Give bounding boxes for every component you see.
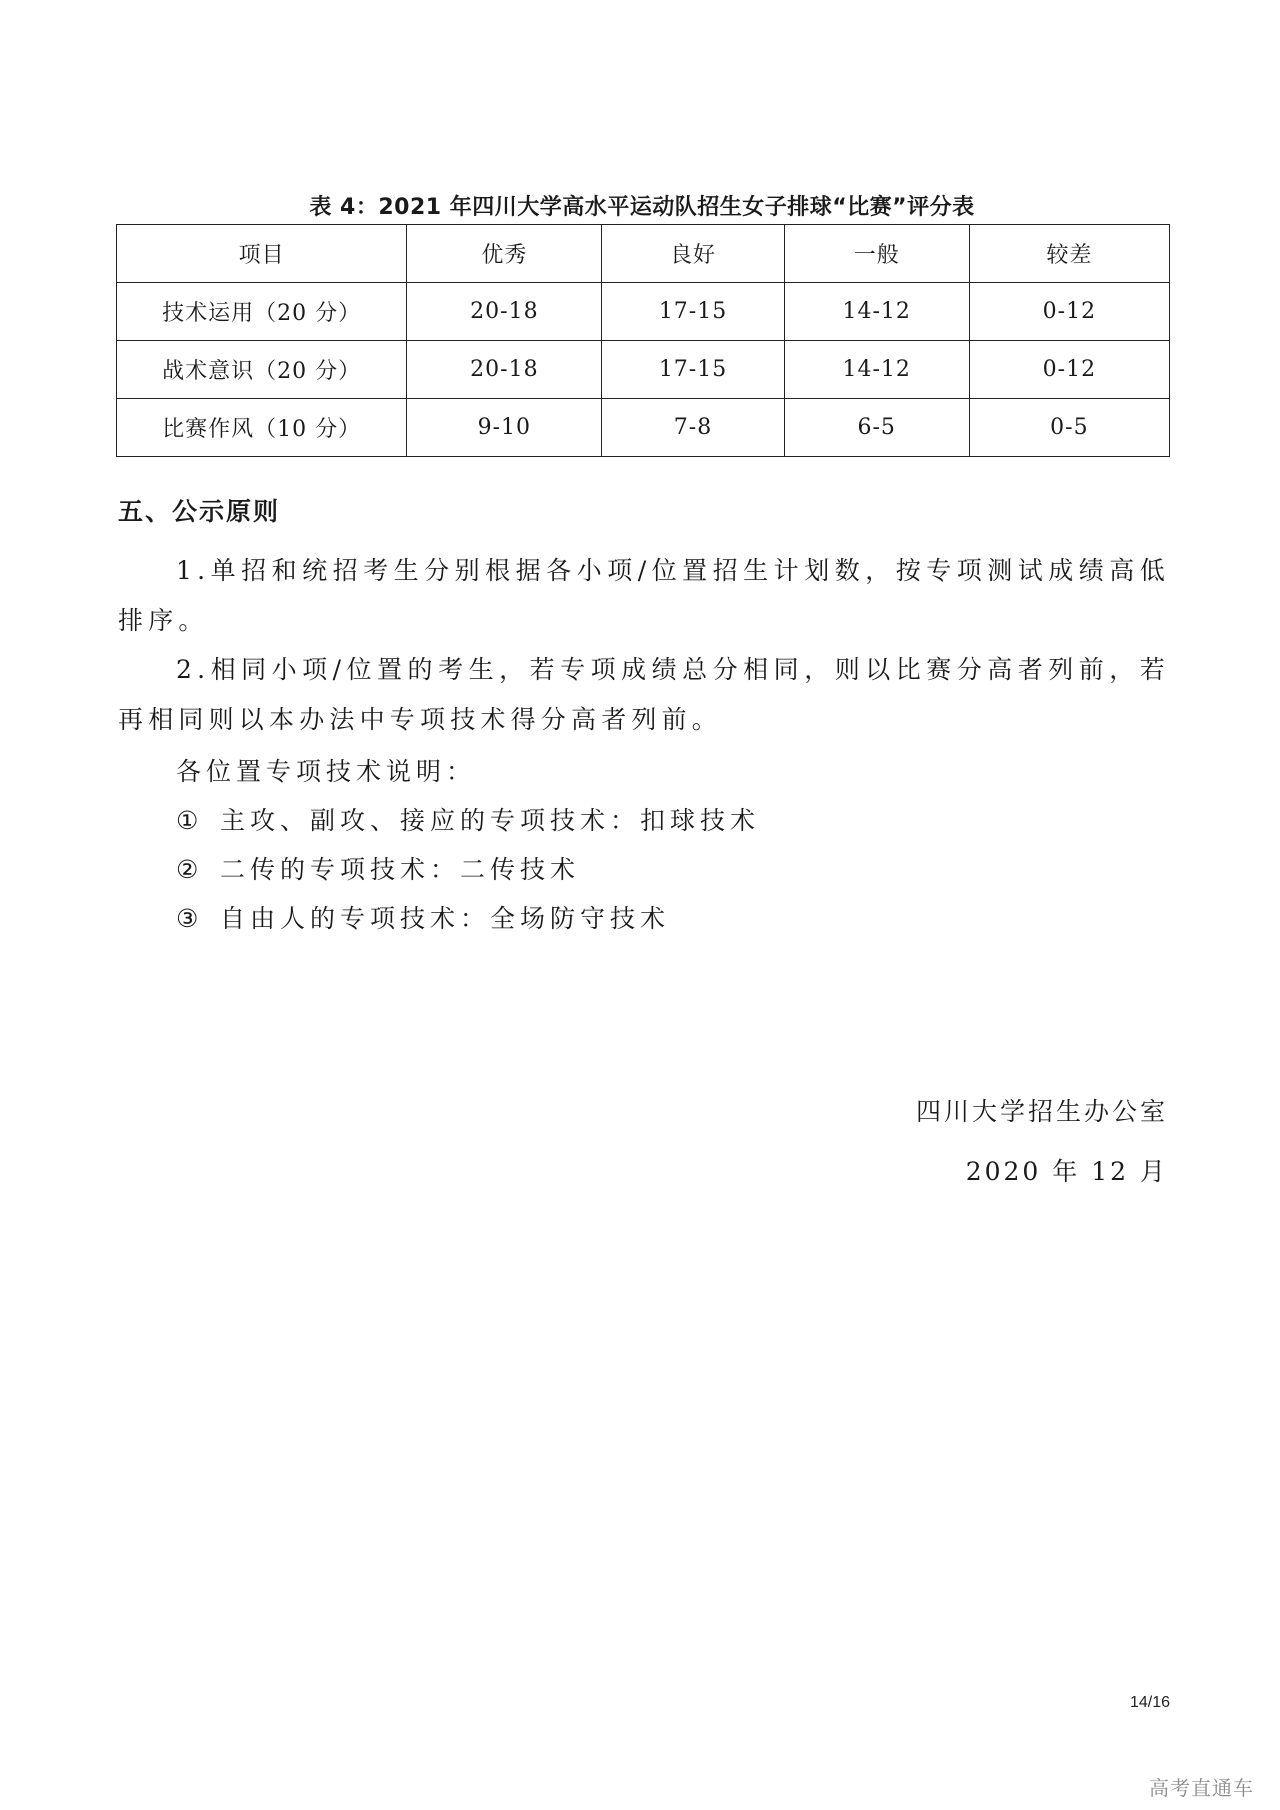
list-item [176,850,580,886]
table-cell: 战术意识（20 分） [117,341,407,399]
list-item-number: ① [176,806,204,835]
table-cell: 20-18 [407,283,602,341]
table-cell: 0-5 [969,399,1169,457]
header-good: 良好 [602,225,784,283]
watermark: 高考直通车 [1149,1776,1254,1800]
signature-date: 2020 年 12 月 [965,1157,1168,1186]
header-excellent: 优秀 [407,225,602,283]
list-item-number: ② [176,855,204,884]
list-item [176,899,670,935]
table-cell: 0-12 [969,283,1169,341]
table-cell: 17-15 [602,341,784,399]
list-item-text: 主攻、副攻、接应的专项技术：扣球技术 [220,806,761,835]
table-caption: 表 4：2021 年四川大学高水平运动队招生女子排球“比赛”评分表 [309,195,975,220]
header-item: 项目 [117,225,407,283]
table-cell: 技术运用（20 分） [117,283,407,341]
table-row [117,283,1170,341]
table-cell: 比赛作风（10 分） [117,399,407,457]
table-cell: 14-12 [784,283,969,341]
note-intro: 各位置专项技术说明： [176,757,477,786]
paragraph-2: 2.相同小项/位置的考生，若专项成绩总分相同，则以比赛分高者列前，若再相同则以本办法中专项技术得分高者列前。 [118,655,1170,734]
table-header-row [117,225,1170,283]
list-item-number: ③ [176,904,204,933]
section-heading: 五、公示原则 [118,497,281,526]
list-item-text: 二传的专项技术：二传技术 [220,855,581,884]
table-cell: 9-10 [407,399,602,457]
table-cell: 14-12 [784,341,969,399]
table-cell: 17-15 [602,283,784,341]
table-cell: 0-12 [969,341,1169,399]
signature-org: 四川大学招生办公室 [915,1097,1168,1126]
table-cell: 20-18 [407,341,602,399]
page-number: 14/16 [1129,1694,1170,1711]
table-row [117,399,1170,457]
list-item-text: 自由人的专项技术：全场防守技术 [220,904,671,933]
score-table [116,224,1170,457]
table-row [117,341,1170,399]
header-average: 一般 [784,225,969,283]
table-cell: 7-8 [602,399,784,457]
header-poor: 较差 [969,225,1169,283]
table-cell: 6-5 [784,399,969,457]
paragraph-1: 1.单招和统招考生分别根据各小项/位置招生计划数，按专项测试成绩高低排序。 [118,556,1170,635]
list-item [176,801,760,837]
